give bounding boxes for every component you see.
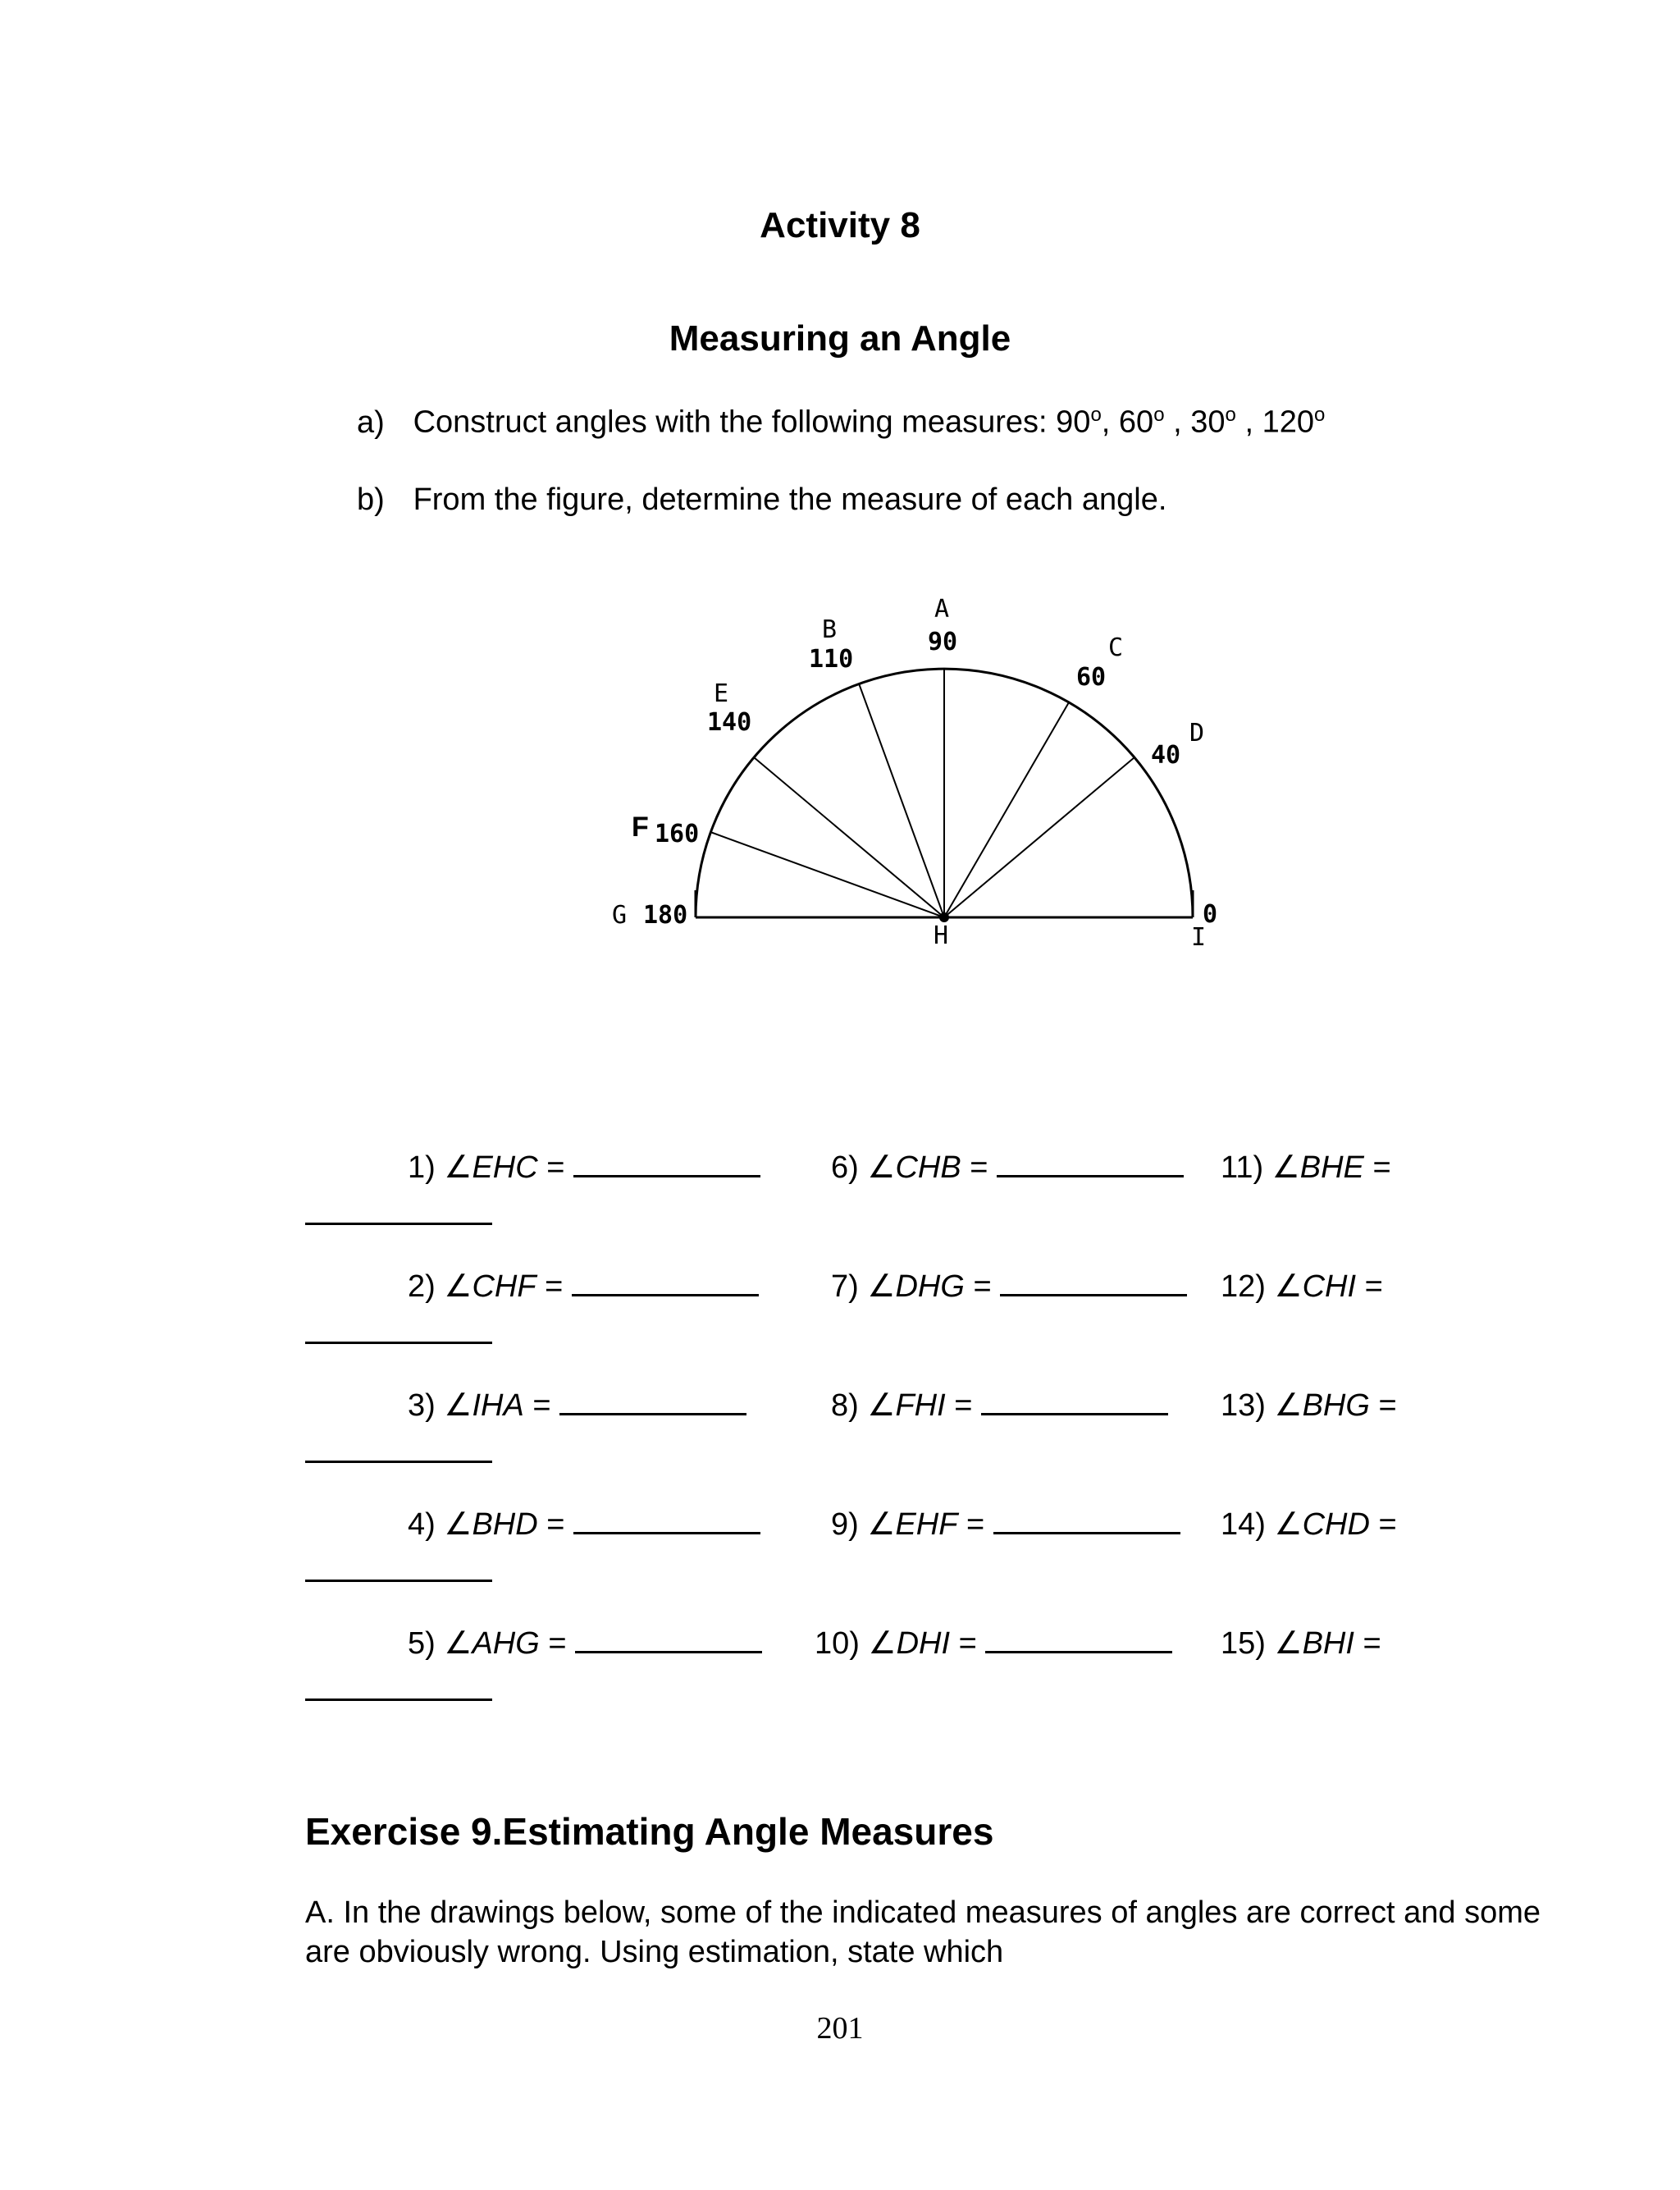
instruction-a: a) Construct angles with the following measures: 90$^o$, 60$^o$ , 30$^o$ , 120$^o$ bbox=[357, 404, 1326, 440]
answer-blank-8[interactable] bbox=[981, 1388, 1168, 1415]
scale-60: 60 bbox=[1076, 663, 1107, 692]
answer-blank-2[interactable] bbox=[572, 1269, 759, 1296]
label-h: H bbox=[934, 921, 949, 950]
answer-blank-4[interactable] bbox=[573, 1507, 760, 1534]
instruction-a-deg-1: 60 bbox=[1118, 405, 1154, 440]
protractor-figure bbox=[0, 0, 1680, 1001]
label-b: B bbox=[822, 615, 838, 644]
answer-blank-7[interactable] bbox=[1000, 1269, 1187, 1296]
instruction-a-deg-2: 30 bbox=[1190, 405, 1226, 440]
scale-160: 160 bbox=[655, 820, 700, 848]
question-8: 8) ∠FHI = bbox=[831, 1387, 1168, 1424]
question-11: 11) ∠BHE = bbox=[1221, 1150, 1391, 1185]
question-4: 4) ∠BHD = bbox=[408, 1506, 760, 1543]
answer-blank-3[interactable] bbox=[559, 1388, 746, 1415]
question-12: 12) ∠CHI = bbox=[1221, 1269, 1383, 1304]
ray-hd bbox=[944, 757, 1134, 917]
exercise-title: Exercise 9.Estimating Angle Measures bbox=[305, 1810, 994, 1853]
exercise-text: A. In the drawings below, some of the indicated measures of angles are correct and some are obviously wrong. Using estimation, state which bbox=[305, 1895, 1541, 1969]
answer-blank-6[interactable] bbox=[997, 1150, 1184, 1177]
answer-blank-5[interactable] bbox=[575, 1626, 762, 1653]
answer-blank-15[interactable] bbox=[305, 1699, 492, 1701]
label-c: C bbox=[1108, 633, 1124, 662]
question-6: 6) ∠CHB = bbox=[831, 1149, 1184, 1186]
scale-40: 40 bbox=[1151, 741, 1181, 770]
instruction-b-letter: b) bbox=[357, 482, 385, 517]
scale-0: 0 bbox=[1203, 900, 1218, 929]
ray-hf bbox=[710, 832, 944, 917]
instruction-a-letter: a) bbox=[357, 405, 385, 440]
question-9: 9) ∠EHF = bbox=[831, 1506, 1180, 1543]
answer-blank-9[interactable] bbox=[993, 1507, 1180, 1534]
question-13: 13) ∠BHG = bbox=[1221, 1388, 1397, 1423]
answer-blank-13[interactable] bbox=[305, 1461, 492, 1463]
instruction-a-deg-3: 120 bbox=[1262, 405, 1314, 440]
question-15: 15) ∠BHI = bbox=[1221, 1626, 1381, 1661]
question-1: 1) ∠EHC = bbox=[408, 1149, 760, 1186]
answer-blank-12[interactable] bbox=[305, 1342, 492, 1344]
question-2: 2) ∠CHF = bbox=[408, 1268, 759, 1305]
label-f: F bbox=[632, 812, 649, 843]
scale-180: 180 bbox=[643, 901, 688, 930]
activity-title: Activity 8 bbox=[760, 205, 920, 245]
label-i: I bbox=[1191, 923, 1207, 952]
answer-blank-1[interactable] bbox=[573, 1150, 760, 1177]
scale-110: 110 bbox=[809, 645, 854, 674]
scale-90: 90 bbox=[928, 628, 958, 656]
scale-140: 140 bbox=[707, 708, 752, 737]
section-title: Measuring an Angle bbox=[669, 318, 1011, 359]
question-5: 5) ∠AHG = bbox=[408, 1625, 762, 1662]
answer-blank-11[interactable] bbox=[305, 1223, 492, 1225]
label-e: E bbox=[714, 679, 729, 708]
answer-blank-14[interactable] bbox=[305, 1580, 492, 1582]
instruction-a-text: Construct angles with the following measures: 90 bbox=[413, 405, 1091, 440]
question-3: 3) ∠IHA = bbox=[408, 1387, 746, 1424]
answer-blank-10[interactable] bbox=[985, 1626, 1172, 1653]
page-number: 201 bbox=[816, 2011, 864, 2046]
label-a: A bbox=[934, 595, 950, 624]
question-7: 7) ∠DHG = bbox=[831, 1268, 1187, 1305]
question-14: 14) ∠CHD = bbox=[1221, 1507, 1397, 1542]
label-d: D bbox=[1189, 719, 1205, 748]
ray-hc bbox=[944, 702, 1069, 917]
instruction-b-text: From the figure, determine the measure of each angle. bbox=[413, 482, 1167, 517]
label-g: G bbox=[612, 901, 628, 930]
question-10: 10) ∠DHI = bbox=[815, 1625, 1172, 1662]
